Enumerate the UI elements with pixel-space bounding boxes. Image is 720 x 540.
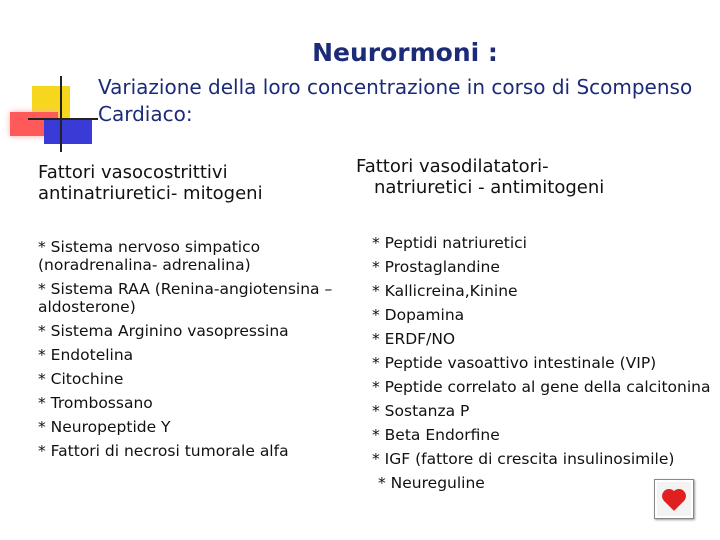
list-item: * IGF (fattore di crescita insulinosimile) [372, 450, 675, 468]
nav-heart-button[interactable] [654, 479, 694, 519]
list-item: * Trombossano [38, 394, 153, 412]
list-item: * Peptide correlato al gene della calcitonina [372, 378, 711, 396]
decorative-vertical-line [60, 76, 62, 152]
list-item: * Peptide vasoattivo intestinale (VIP) [372, 354, 657, 372]
heart-icon [664, 491, 684, 511]
list-item: * Dopamina [372, 306, 465, 324]
right-heading-line1: Fattori vasodilatatori- [356, 156, 549, 177]
right-column-heading [356, 156, 696, 198]
decorative-blue-bar [44, 120, 92, 144]
list-item: * Kallicreina,Kinine [372, 282, 518, 300]
left-column-heading: Fattori vasocostrittivi antinatriuretici- mitogeni [38, 162, 263, 204]
list-item: * Neureguline [378, 474, 485, 492]
list-item: * Fattori di necrosi tumorale alfa [38, 442, 289, 460]
list-item: * Endotelina [38, 346, 134, 364]
vasodilator-list [372, 234, 712, 498]
list-item: * Neuropeptide Y [38, 418, 171, 436]
list-item: * Citochine [38, 370, 124, 388]
list-item: * Sistema nervoso simpatico (noradrenalina- adrenalina) [38, 238, 261, 274]
slide-title: Neurormoni : [312, 38, 498, 67]
list-item: * Peptidi natriuretici [372, 234, 527, 252]
list-item: * Prostaglandine [372, 258, 500, 276]
list-item: * Sistema Arginino vasopressina [38, 322, 289, 340]
list-item: * Beta Endorfine [372, 426, 500, 444]
vasoconstrictor-list [38, 238, 358, 466]
list-item: * ERDF/NO [372, 330, 456, 348]
list-item: * Sostanza P [372, 402, 470, 420]
decorative-horizontal-line [28, 118, 98, 120]
slide-subtitle: Variazione della loro concentrazione in corso di Scompenso Cardiaco: [98, 75, 693, 126]
right-heading-line2: natriuretici - antimitogeni [374, 177, 605, 198]
list-item: * Sistema RAA (Renina-angiotensina –aldosterone) [38, 280, 333, 316]
